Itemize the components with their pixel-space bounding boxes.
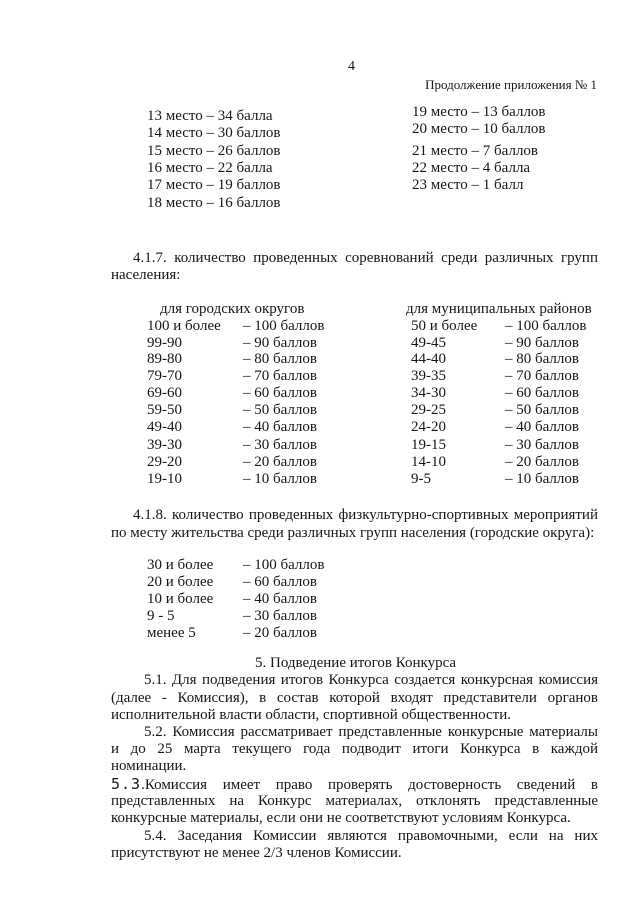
paragraph-5-3-line: представленных на Конкурс материалах, отклонять представленные <box>111 793 598 809</box>
continuation-note: Продолжение приложения № 1 <box>425 77 597 92</box>
points-value: – 70 баллов <box>505 368 579 384</box>
points-value: – 10 баллов <box>243 471 317 487</box>
points-value: – 100 баллов <box>243 318 325 334</box>
paragraph-5-4-line: присутствуют не менее 2/3 членов Комиссии. <box>111 845 402 861</box>
place-score-item: 20 место – 10 баллов <box>412 121 546 137</box>
section-4-1-8-line: по месту жительства среди различных групп населения (городские округа): <box>111 525 595 541</box>
urban-districts-heading: для городских округов <box>160 301 305 317</box>
range-value: менее 5 <box>147 625 196 641</box>
paragraph-5-1-line: (далее - Комиссия), в состав которой входят представители органов <box>111 690 598 706</box>
points-value: – 40 баллов <box>243 419 317 435</box>
paragraph-5-3-line: конкурсные материалы, если они не соответствуют условиям Конкурса. <box>111 810 571 826</box>
points-value: – 40 баллов <box>243 591 317 607</box>
points-value: – 40 баллов <box>505 419 579 435</box>
place-score-item: 17 место – 19 баллов <box>147 177 281 193</box>
place-score-item: 23 место – 1 балл <box>412 177 524 193</box>
points-value: – 20 баллов <box>243 454 317 470</box>
section-4-1-7-line: населения: <box>111 267 181 283</box>
range-value: 49-45 <box>411 335 446 351</box>
paragraph-5-2-line: и до 25 марта текущего года подводит итоги Конкурса в каждой <box>111 741 598 757</box>
section-4-1-8-line: 4.1.8. количество проведенных физкультурно-спортивных мероприятий <box>133 507 598 523</box>
place-score-item: 22 место – 4 балла <box>412 160 531 176</box>
page-number: 4 <box>348 59 355 74</box>
points-value: – 60 баллов <box>243 574 317 590</box>
range-value: 79-70 <box>147 368 182 384</box>
place-score-item: 14 место – 30 баллов <box>147 125 281 141</box>
points-value: – 60 баллов <box>243 385 317 401</box>
range-value: 10 и более <box>147 591 214 607</box>
range-value: 59-50 <box>147 402 182 418</box>
section-5-heading: 5. Подведение итогов Конкурса <box>255 655 457 671</box>
range-value: 44-40 <box>411 351 446 367</box>
range-value: 29-20 <box>147 454 182 470</box>
points-value: – 30 баллов <box>243 608 317 624</box>
points-value: – 50 баллов <box>243 402 317 418</box>
range-value: 19-10 <box>147 471 182 487</box>
paragraph-5-1-line: исполнительной власти области, спортивной общественности. <box>111 707 512 723</box>
range-value: 99-90 <box>147 335 182 351</box>
paragraph-5-3-line <box>111 776 598 794</box>
range-value: 19-15 <box>411 437 446 453</box>
points-value: – 80 баллов <box>505 351 579 367</box>
range-value: 9-5 <box>411 471 431 487</box>
points-value: – 70 баллов <box>243 368 317 384</box>
range-value: 34-30 <box>411 385 446 401</box>
points-value: – 100 баллов <box>243 557 325 573</box>
points-value: – 100 баллов <box>505 318 587 334</box>
range-value: 14-10 <box>411 454 446 470</box>
paragraph-5-3-number: 5.3 <box>111 775 142 793</box>
place-score-item: 13 место – 34 балла <box>147 108 273 124</box>
points-value: – 30 баллов <box>243 437 317 453</box>
points-value: – 10 баллов <box>505 471 579 487</box>
place-score-item: 19 место – 13 баллов <box>412 104 546 120</box>
range-value: 24-20 <box>411 419 446 435</box>
range-value: 39-30 <box>147 437 182 453</box>
paragraph-5-1-line: 5.1. Для подведения итогов Конкурса создается конкурсная комиссия <box>144 672 598 688</box>
place-score-item: 21 место – 7 баллов <box>412 143 539 159</box>
points-value: – 50 баллов <box>505 402 579 418</box>
range-value: 20 и более <box>147 574 214 590</box>
section-4-1-7-line: 4.1.7. количество проведенных соревнований среди различных групп <box>133 250 598 266</box>
range-value: 50 и более <box>411 318 478 334</box>
points-value: – 60 баллов <box>505 385 579 401</box>
place-score-item: 16 место – 22 балла <box>147 160 273 176</box>
points-value: – 20 баллов <box>243 625 317 641</box>
range-value: 69-60 <box>147 385 182 401</box>
points-value: – 90 баллов <box>505 335 579 351</box>
range-value: 30 и более <box>147 557 214 573</box>
range-value: 39-35 <box>411 368 446 384</box>
place-score-item: 18 место – 16 баллов <box>147 195 281 211</box>
points-value: – 30 баллов <box>505 437 579 453</box>
paragraph-5-4-line: 5.4. Заседания Комиссии являются правомочными, если на них <box>144 828 598 844</box>
range-value: 9 - 5 <box>147 608 175 624</box>
points-value: – 20 баллов <box>505 454 579 470</box>
paragraph-5-3-text: .Комиссия имеет право проверять достоверность сведений в <box>141 777 598 793</box>
range-value: 89-80 <box>147 351 182 367</box>
place-score-item: 15 место – 26 баллов <box>147 143 281 159</box>
range-value: 49-40 <box>147 419 182 435</box>
points-value: – 80 баллов <box>243 351 317 367</box>
range-value: 100 и более <box>147 318 221 334</box>
paragraph-5-2-line: 5.2. Комиссия рассматривает представленные конкурсные материалы <box>144 724 598 740</box>
range-value: 29-25 <box>411 402 446 418</box>
municipal-districts-heading: для муниципальных районов <box>406 301 592 317</box>
paragraph-5-2-line: номинации. <box>111 758 187 774</box>
points-value: – 90 баллов <box>243 335 317 351</box>
